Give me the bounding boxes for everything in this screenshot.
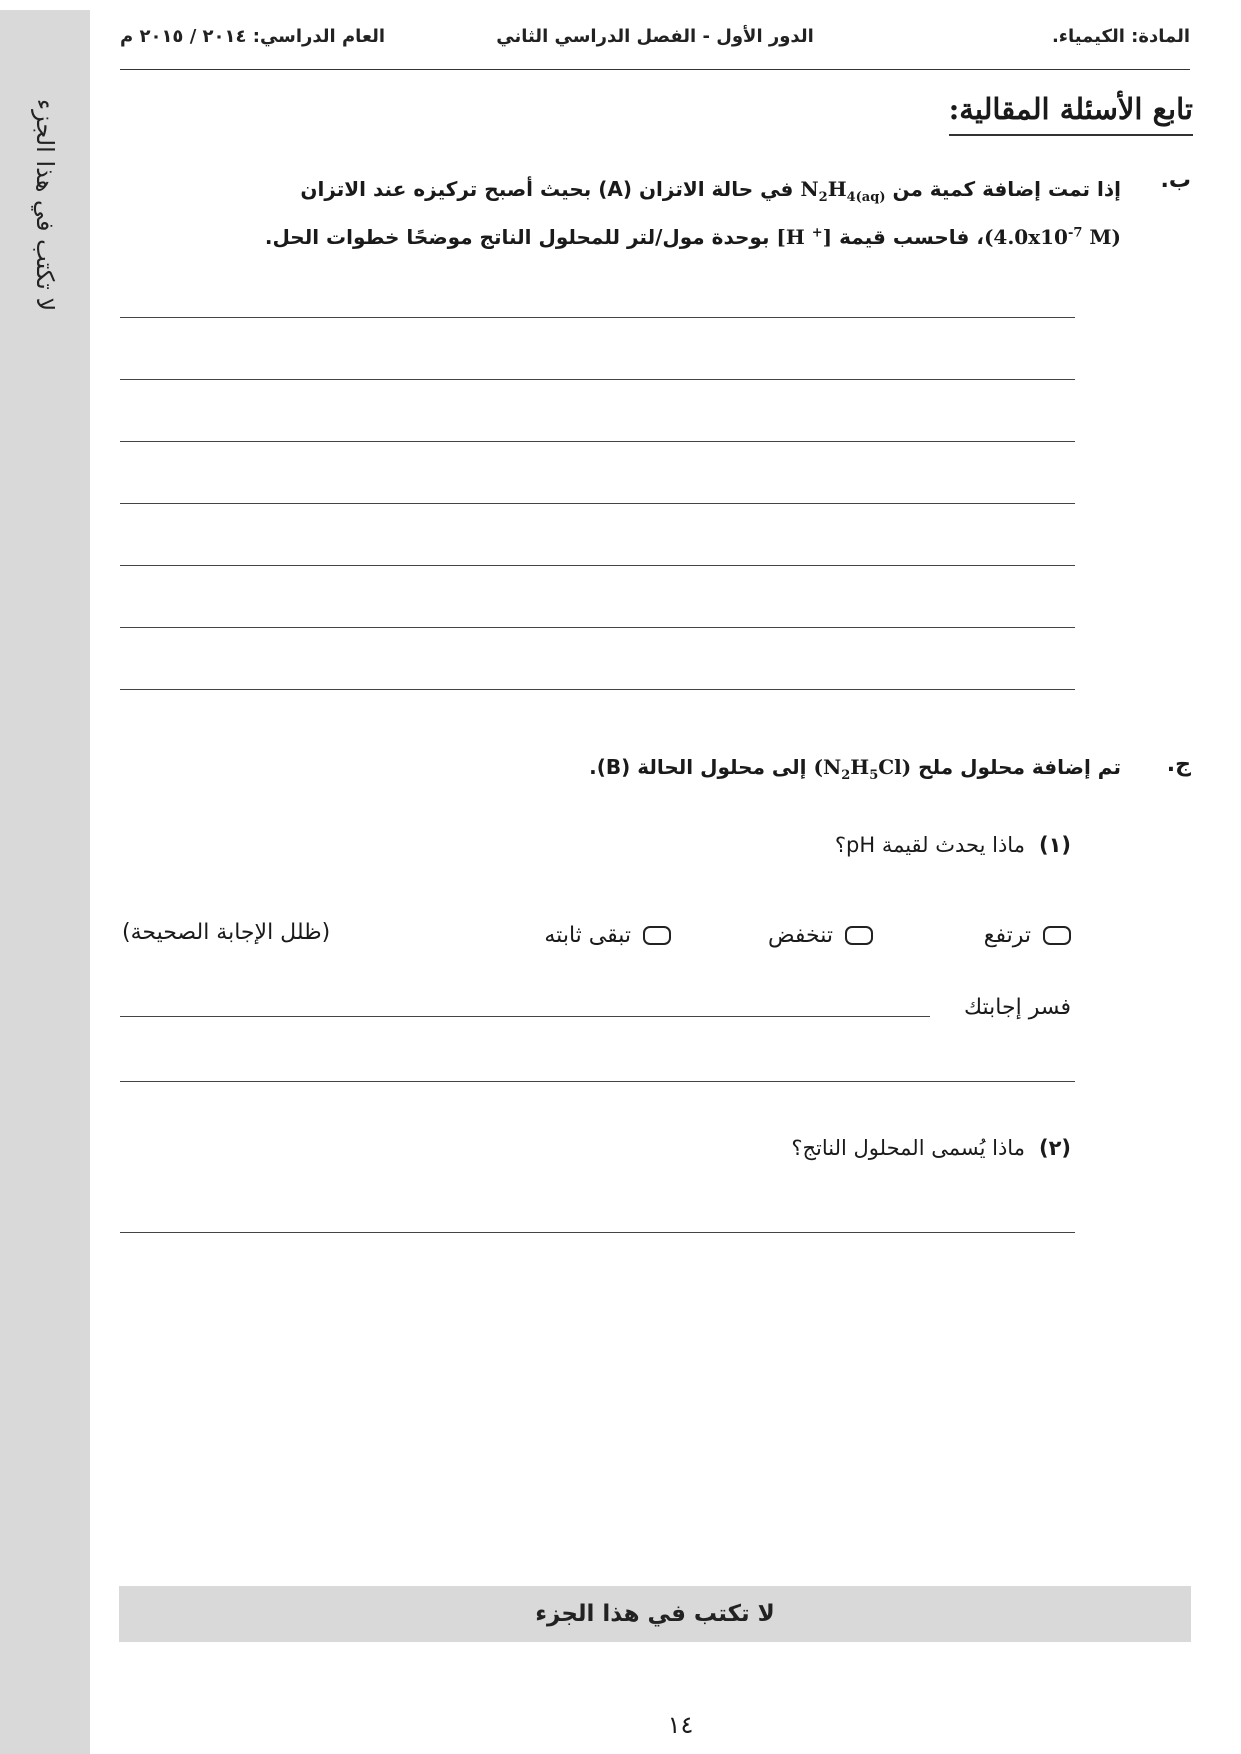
answer-line[interactable]: [120, 1081, 1075, 1082]
answer-line[interactable]: [120, 441, 1075, 442]
ion-text: [H: [776, 225, 812, 249]
option-constant-checkbox[interactable]: [643, 926, 671, 945]
formula-subscript: 2: [818, 190, 828, 205]
margin-side-note: لا تكتب في هذا الجزء: [31, 98, 59, 312]
footer-note: لا تكتب في هذا الجزء: [535, 1601, 775, 1627]
page-number: ١٤: [667, 1711, 694, 1739]
option-rise-checkbox[interactable]: [1043, 926, 1071, 945]
answer-line[interactable]: [120, 565, 1075, 566]
option-constant-label: تبقى ثابته: [544, 923, 631, 948]
sub-question-1-number: (١): [1038, 833, 1071, 857]
question-c-marker: ج.: [1166, 752, 1191, 777]
question-b-text-part: إذا تمت إضافة كمية من: [885, 177, 1121, 201]
formula-n2h4: [800, 177, 886, 205]
answer-line[interactable]: [120, 317, 1075, 318]
option-fall-checkbox[interactable]: [845, 926, 873, 945]
question-b-line-2: [131, 213, 1121, 261]
explain-answer-line[interactable]: [120, 1016, 930, 1017]
option-fall-label: تنخفض: [767, 923, 833, 948]
formula-subscript: 4(aq): [846, 190, 886, 205]
shade-answer-hint: (ظلل الإجابة الصحيحة): [122, 920, 331, 945]
option-rise-label: ترتفع: [983, 923, 1031, 948]
explain-label: فسر إجابتك: [964, 995, 1071, 1020]
sub-question-2-text: ماذا يُسمى المحلول الناتج؟: [791, 1136, 1025, 1160]
section-title: تابع الأسئلة المقالية:: [949, 92, 1193, 136]
sub-question-1-text: ماذا يحدث لقيمة pH؟: [834, 833, 1025, 857]
formula-symbol: H: [850, 755, 870, 779]
question-c-text-part: إلى محلول الحالة (B).: [589, 755, 814, 779]
question-b-text: [131, 165, 1121, 261]
formula-symbol: N: [800, 177, 819, 201]
header-year: العام الدراسي: ٢٠١٤ / ٢٠١٥ م: [120, 26, 386, 47]
hydrogen-ion-symbol: [776, 225, 832, 249]
question-b-text-part: بوحدة مول/لتر للمحلول الناتج موضحًا خطوات الحل.: [264, 225, 777, 249]
concentration-exponent: -7: [1067, 225, 1083, 241]
concentration-value: [984, 225, 1121, 249]
header-session: الدور الأول - الفصل الدراسي الثاني: [496, 26, 814, 47]
formula-symbol: H: [827, 177, 847, 201]
option-constant[interactable]: [544, 923, 671, 948]
question-b-line-1: [131, 165, 1121, 213]
ion-text: ]: [822, 225, 833, 249]
answer-line[interactable]: [120, 627, 1075, 628]
no-write-margin-strip: [0, 10, 90, 1754]
question-c-text: [131, 743, 1121, 791]
option-rise[interactable]: [984, 923, 1071, 948]
concentration-unit: M): [1082, 225, 1121, 249]
header-divider: [120, 69, 1190, 70]
formula-subscript: 5: [869, 768, 879, 783]
ion-charge: +: [811, 225, 823, 241]
question-b-text-part: ، فاحسب قيمة: [832, 225, 984, 249]
formula-n2h5cl: [813, 755, 912, 783]
answer-line[interactable]: [120, 503, 1075, 504]
answer-line[interactable]: [120, 1232, 1075, 1233]
question-b-text-part: في حالة الاتزان (A) بحيث أصبح تركيزه عند الاتزان: [300, 177, 801, 201]
answer-line[interactable]: [120, 379, 1075, 380]
sub-question-1: [835, 833, 1071, 857]
question-b-marker: ب.: [1160, 168, 1191, 193]
sub-question-2: [791, 1136, 1071, 1160]
no-write-footer-bar: [119, 1586, 1191, 1642]
header-subject: المادة: الكيمياء.: [1051, 26, 1190, 47]
answer-line[interactable]: [120, 689, 1075, 690]
formula-subscript: 2: [841, 768, 851, 783]
concentration-text: (4.0x10: [983, 225, 1068, 249]
page-header: [120, 26, 1190, 56]
option-fall[interactable]: [768, 923, 873, 948]
sub-question-2-number: (٢): [1038, 1136, 1071, 1160]
formula-symbol: (N: [813, 755, 842, 779]
question-c-text-part: تم إضافة محلول ملح: [911, 755, 1121, 779]
formula-symbol: Cl): [878, 755, 912, 779]
